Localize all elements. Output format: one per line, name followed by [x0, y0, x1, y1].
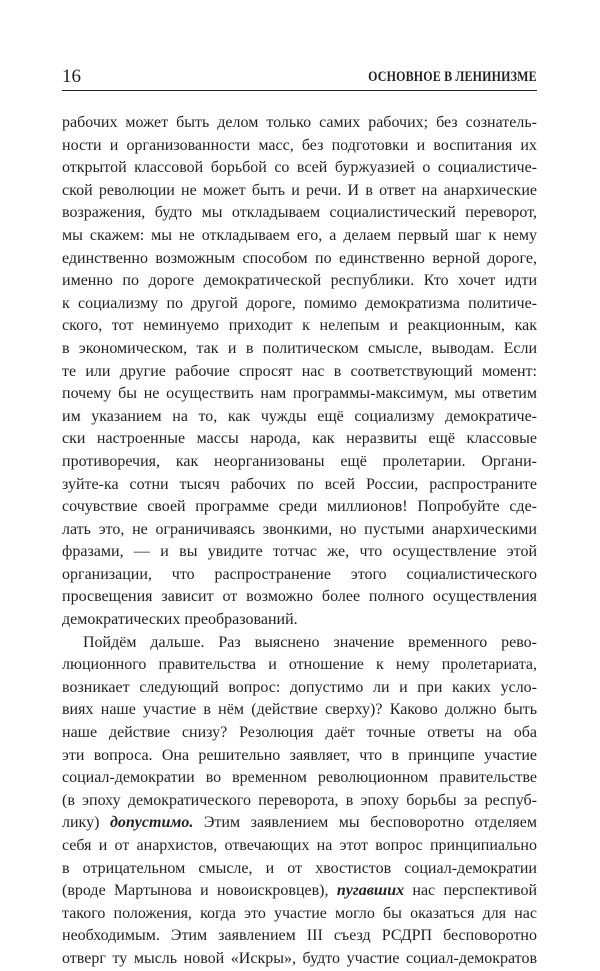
text-line: открытой классовой борьбой со всей буржуазией о социалистиче- [62, 159, 537, 177]
text-run: нас перспективой [412, 882, 537, 900]
text-run: (вроде Мартынова и новоискровцев), [62, 882, 329, 900]
text-line: себя и от анархистов, отвечающих на этот вопрос принципиально [62, 837, 537, 854]
text-line: сочувствие своей программе среди миллионов! Попробуйте сде- [62, 498, 537, 516]
text-line: Пойдём дальше. Раз выяснено значение временного рево- [83, 633, 537, 651]
text-line: необходимым. Этим заявлением III съезд РСДРП бесповоротно [62, 927, 537, 945]
text-line: социал-демократии во временном революционном правительстве [62, 769, 537, 787]
text-line: именно по дороге демократической республики. Кто хочет идти [62, 272, 537, 290]
text-line: те или другие рабочие спросят нас в соответствующий момент: [62, 362, 537, 380]
text-line: лать это, не ограничиваясь звонкими, но пустыми анархическими [62, 520, 537, 538]
text-line: ской революции не может быть и речи. И в ответ на анархические [62, 181, 537, 199]
text-line: к социализму по другой дороге, помимо демократизма политиче- [62, 294, 537, 312]
header-rule [62, 90, 537, 91]
text-line: зуйте-ка сотни тысяч рабочих по всей России, распространите [62, 475, 537, 493]
emphasis-text: допустимо. [109, 814, 194, 832]
text-line: отверг ту мысль новой «Искры», будто участие социал-демократов [62, 949, 537, 967]
text-line: демократических преобразований. [62, 611, 298, 629]
text-line: ности и организованности масс, без подготовки и воспитания их [62, 136, 537, 154]
text-line: виях наше участие в нём (действие сверху)? Каково должно быть [62, 701, 537, 719]
text-line: почему бы не осуществить нам программы-максимум, мы ответим [62, 385, 537, 403]
text-run: Этим заявлением мы бесповоротно отделяем [203, 814, 537, 832]
text-line: возражения, будто мы откладываем социалистический переворот, [62, 204, 537, 222]
text-line: противоречия, как неорганизованы ещё пролетарии. Органи- [62, 452, 537, 470]
emphasis-text: пугавших [336, 882, 405, 900]
text-line: ского, тот неминуемо приходит к нелепым и реакционным, как [62, 317, 537, 335]
text-line: рабочих может быть делом только самих рабочих; без сознатель- [62, 114, 537, 131]
text-line: организации, что распространение этого социалистического [62, 565, 537, 583]
text-line: просвещения зависит от возможно более полного осуществления [62, 588, 537, 606]
text-line: такого положения, когда это участие могло бы оказаться для нас [62, 904, 537, 922]
text-line: фразами, — и вы увидите тотчас же, что осуществление этой [62, 543, 537, 561]
body-text [62, 112, 537, 971]
text-line [62, 812, 537, 835]
text-line: (в эпоху демократического переворота, в эпоху борьбы за респуб- [62, 791, 537, 809]
text-line: единственно возможным способом по единственно верной дороге, [62, 249, 537, 267]
text-line: в экономическом, так и в политическом смысле, выводам. Если [62, 339, 537, 357]
text-line: возникает следующий вопрос: допустимо ли и при каких усло- [62, 678, 537, 696]
text-line [62, 880, 537, 903]
running-head: ОСНОВНОЕ В ЛЕНИНИЗМЕ [368, 69, 537, 85]
text-line: эти вопроса. Она решительно заявляет, что в принципе участие [62, 746, 537, 764]
text-line: мы скажем: мы не откладываем его, а делаем первый шаг к нему [62, 226, 537, 244]
text-line: им указанием на то, как чужды ещё социализму демократиче- [62, 407, 537, 425]
text-line: наше действие снизу? Резолюция даёт точные ответы на оба [62, 724, 537, 742]
text-run: лику) [62, 814, 100, 832]
page-number: 16 [62, 66, 81, 87]
text-line: в отрицательном смысле, и от хвостистов социал-демократии [62, 859, 537, 877]
text-line: люционного правительства и отношение к нему пролетариата, [62, 656, 537, 674]
text-line: ски настроенные массы народа, как неразвиты ещё классовые [62, 430, 537, 448]
